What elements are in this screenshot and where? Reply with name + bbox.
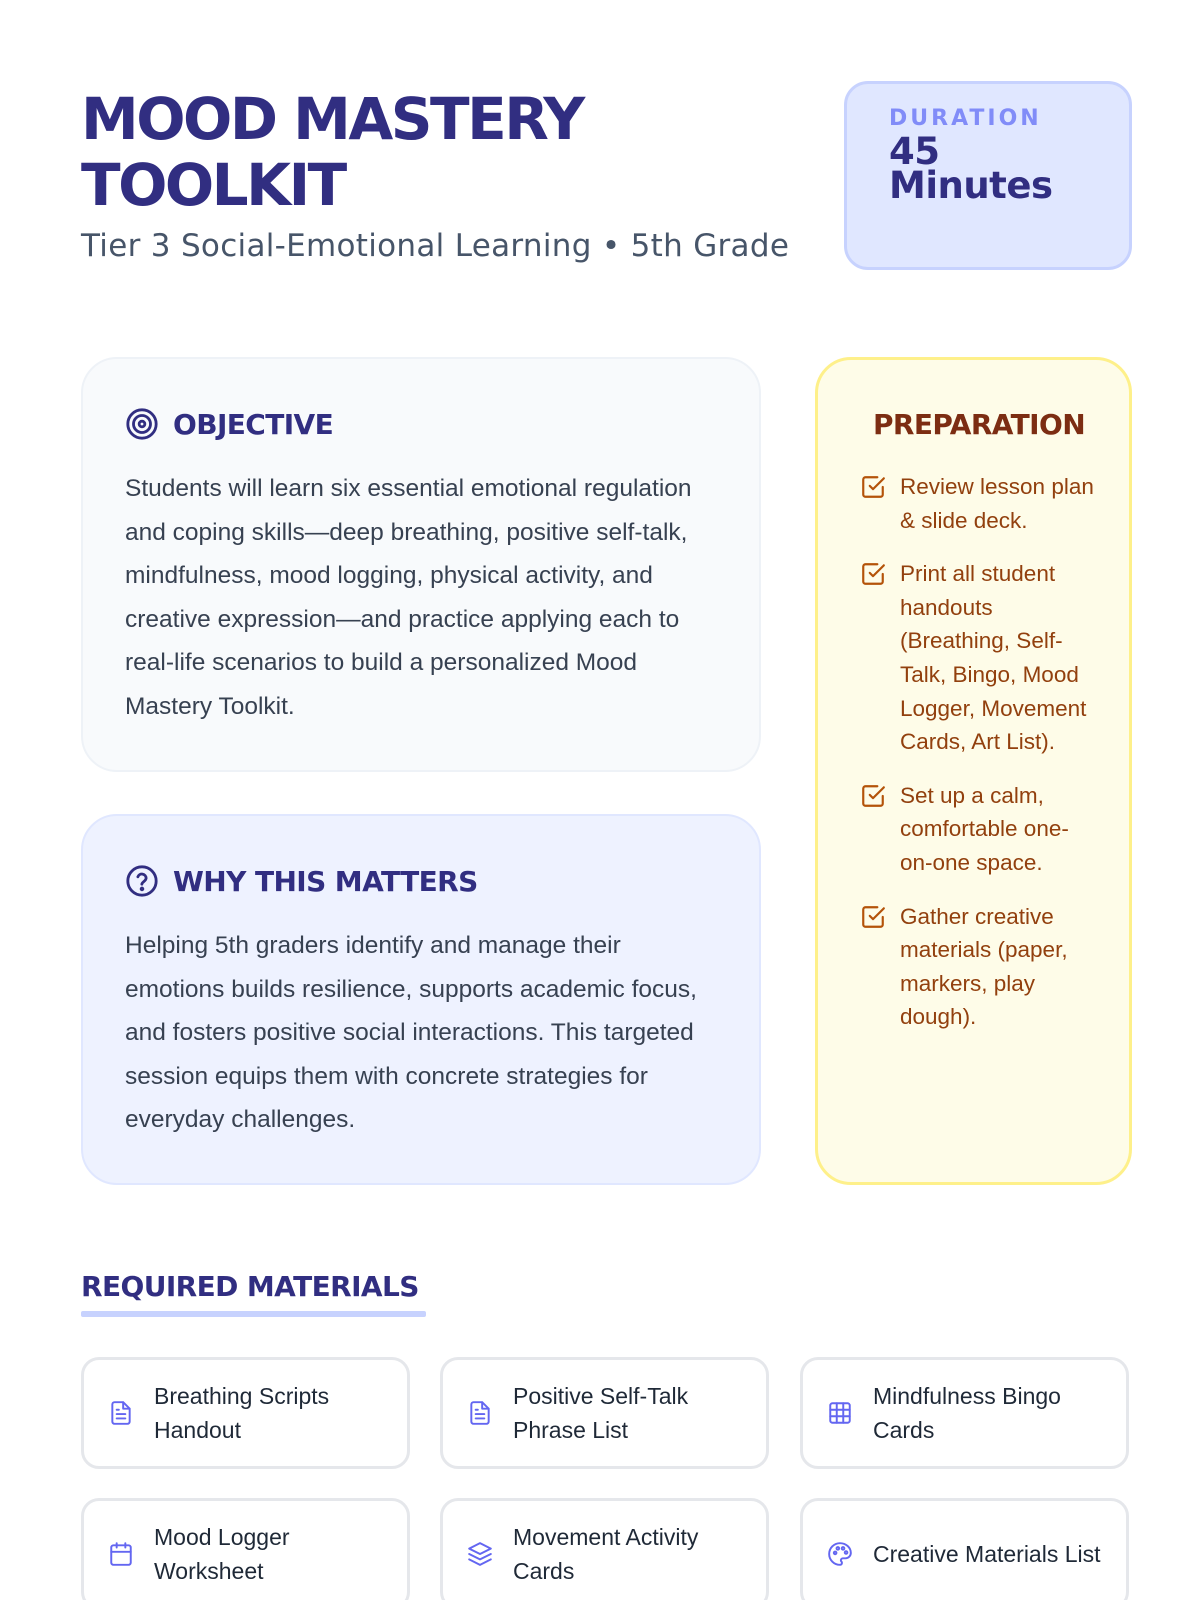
required-materials-title: REQUIRED MATERIALS bbox=[81, 1270, 419, 1303]
objective-header bbox=[125, 407, 333, 441]
why-this-matters-card bbox=[81, 814, 761, 1185]
duration-label: DURATION bbox=[889, 106, 1042, 131]
preparation-card bbox=[815, 357, 1132, 1185]
material-label: Mindfulness Bingo Cards bbox=[873, 1383, 1061, 1443]
grid-icon bbox=[827, 1400, 853, 1426]
material-label: Mood Logger Worksheet bbox=[154, 1524, 290, 1584]
preparation-item bbox=[860, 557, 1100, 759]
page-title bbox=[81, 86, 801, 218]
target-icon bbox=[125, 407, 159, 441]
why-text: Helping 5th graders identify and manage their emotions builds resilience, supports academic focus, and fosters positive social interactions. This targeted session equips them with concrete strategies for everyday challenges. bbox=[125, 932, 697, 1134]
page-subtitle: Tier 3 Social-Emotional Learning • 5th Grade bbox=[81, 228, 790, 264]
preparation-list bbox=[860, 470, 1100, 1054]
material-card-creative bbox=[800, 1498, 1129, 1600]
preparation-item bbox=[860, 779, 1100, 880]
preparation-title: PREPARATION bbox=[873, 408, 1086, 441]
material-label: Movement Activity Cards bbox=[513, 1524, 699, 1584]
duration-badge bbox=[844, 81, 1132, 270]
preparation-item bbox=[860, 900, 1100, 1034]
material-card-self-talk bbox=[440, 1357, 769, 1469]
palette-icon bbox=[827, 1541, 853, 1567]
calendar-icon bbox=[108, 1541, 134, 1567]
preparation-item-text: Print all student handouts (Breathing, Self-Talk, Bingo, Mood Logger, Movement Cards, Art List). bbox=[900, 561, 1087, 755]
title-line-2: TOOLKIT bbox=[81, 151, 345, 219]
preparation-item bbox=[860, 470, 1100, 537]
material-card-bingo bbox=[800, 1357, 1129, 1469]
question-circle-icon bbox=[125, 864, 159, 898]
checkbox-icon bbox=[860, 561, 886, 587]
duration-number: 45 bbox=[889, 130, 940, 173]
preparation-item-text: Review lesson plan & slide deck. bbox=[900, 474, 1094, 533]
why-header bbox=[125, 864, 478, 898]
objective-text: Students will learn six essential emotional regulation and coping skills—deep breathing, positive self-talk, mindfulness, mood logging, physical activity, and creative expression—and practice applying each to real-life scenarios to build a personalized Mood Mastery Toolkit. bbox=[125, 475, 692, 720]
material-card-mood-logger bbox=[81, 1498, 410, 1600]
section-underline bbox=[81, 1311, 426, 1317]
material-label: Positive Self-Talk Phrase List bbox=[513, 1383, 689, 1443]
why-title: WHY THIS MATTERS bbox=[173, 864, 478, 898]
material-card-breathing bbox=[81, 1357, 410, 1469]
preparation-item-text: Set up a calm, comfortable one-on-one space. bbox=[900, 782, 1069, 875]
document-icon bbox=[108, 1400, 134, 1426]
preparation-item-text: Gather creative materials (paper, markers, play dough). bbox=[900, 903, 1068, 1030]
material-label: Creative Materials List bbox=[873, 1541, 1101, 1567]
material-label: Breathing Scripts Handout bbox=[154, 1383, 330, 1443]
checkbox-icon bbox=[860, 783, 886, 809]
checkbox-icon bbox=[860, 904, 886, 930]
title-line-1: MOOD MASTERY bbox=[81, 85, 583, 153]
layers-icon bbox=[467, 1541, 493, 1567]
duration-unit: Minutes bbox=[889, 164, 1053, 207]
checkbox-icon bbox=[860, 474, 886, 500]
material-card-movement bbox=[440, 1498, 769, 1600]
objective-card bbox=[81, 357, 761, 772]
duration-value bbox=[889, 130, 1129, 207]
objective-title: OBJECTIVE bbox=[173, 407, 334, 441]
document-icon bbox=[467, 1400, 493, 1426]
